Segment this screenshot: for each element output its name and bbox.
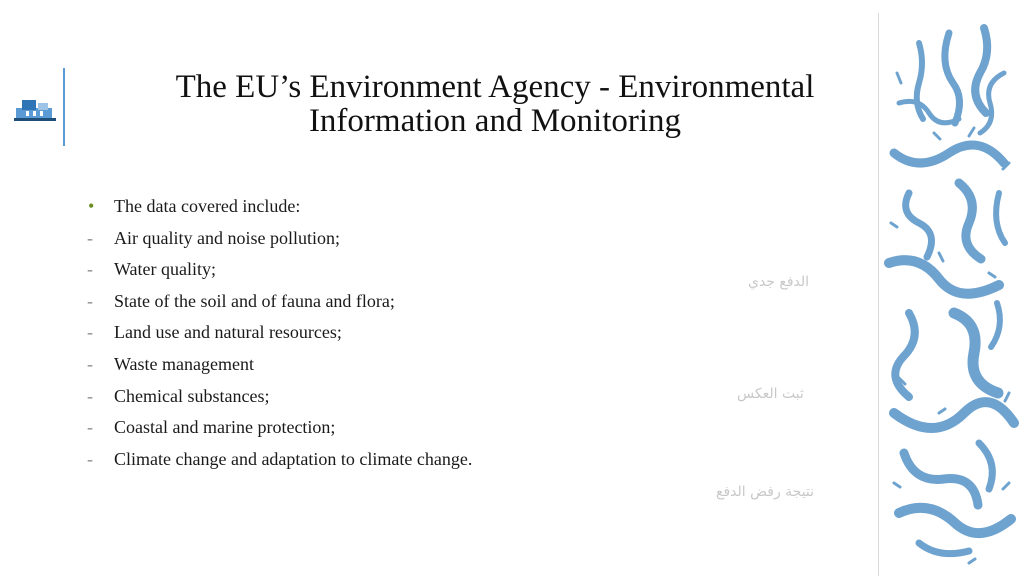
list-item bbox=[86, 191, 472, 223]
dash-icon: - bbox=[87, 290, 93, 311]
list-item-text: The data covered include: bbox=[114, 196, 301, 216]
list-item bbox=[86, 317, 472, 349]
list-item bbox=[86, 412, 472, 444]
list-item-text: State of the soil and of fauna and flora; bbox=[114, 290, 395, 311]
list-item bbox=[86, 254, 472, 286]
list-item bbox=[86, 444, 472, 476]
slide-title bbox=[150, 70, 840, 138]
dash-icon: - bbox=[87, 353, 93, 374]
title-line-1: The EU’s Environment Agency - Environmental bbox=[175, 69, 815, 105]
bullet-list bbox=[86, 191, 472, 475]
list-item bbox=[86, 349, 472, 381]
dash-icon: - bbox=[87, 448, 93, 469]
dash-icon: - bbox=[87, 385, 93, 406]
list-item-text: Land use and natural resources; bbox=[114, 322, 342, 343]
calligraphy-panel bbox=[878, 13, 1024, 576]
list-item-text: Waste management bbox=[114, 353, 254, 374]
list-item bbox=[86, 286, 472, 318]
list-item-text: Chemical substances; bbox=[114, 385, 270, 406]
list-item-text: Coastal and marine protection; bbox=[114, 417, 336, 438]
title-line-2: Information and Monitoring bbox=[308, 103, 682, 139]
list-item-text: Water quality; bbox=[114, 259, 217, 280]
list-item bbox=[86, 223, 472, 255]
list-item bbox=[86, 381, 472, 413]
dash-icon: - bbox=[87, 417, 93, 438]
dash-icon: - bbox=[87, 259, 93, 280]
dash-icon: - bbox=[87, 322, 93, 343]
arabic-calligraphy-decoration bbox=[879, 13, 1024, 576]
watermark-text-3: نتيجة رفض الدفع bbox=[716, 484, 815, 500]
watermark-text-2: ثبت العكس bbox=[737, 386, 804, 402]
logo-divider bbox=[63, 68, 65, 146]
bullet-dot-icon: • bbox=[88, 196, 95, 216]
dash-icon: - bbox=[87, 227, 93, 248]
list-item-text: Climate change and adaptation to climate change. bbox=[114, 448, 473, 469]
institution-logo bbox=[14, 94, 56, 124]
list-item-text: Air quality and noise pollution; bbox=[114, 227, 340, 248]
watermark-text-1: الدفع جدي bbox=[748, 274, 810, 290]
